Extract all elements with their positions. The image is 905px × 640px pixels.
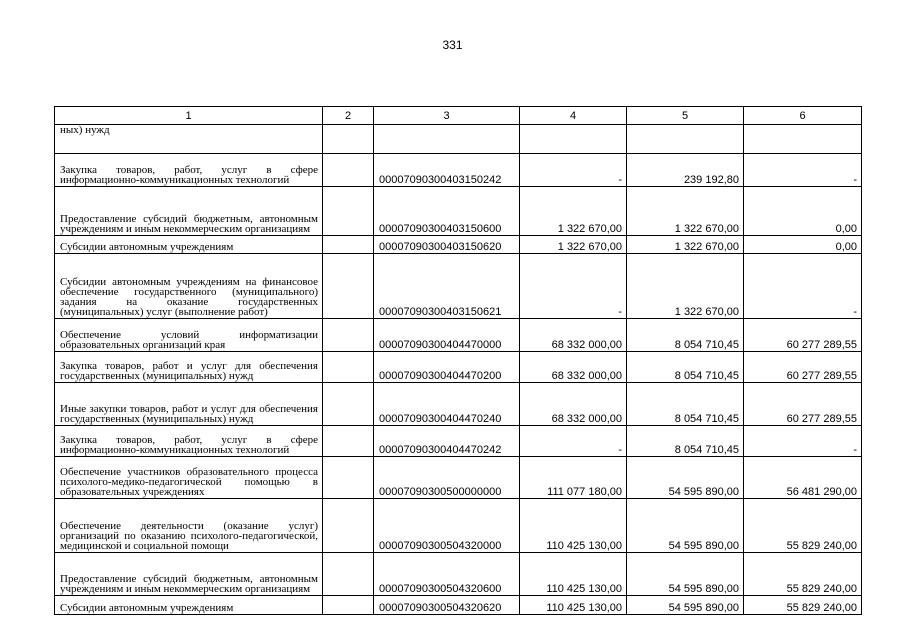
row-col5-cell: 1 322 670,00	[627, 254, 744, 319]
row-code-cell: 00007090300403150600	[374, 187, 520, 236]
row-col5-cell: 54 595 890,00	[627, 499, 744, 553]
row-code-cell: 00007090300404470240	[374, 383, 520, 426]
table-header-row	[55, 107, 862, 125]
row-col4-cell: 68 332 000,00	[520, 352, 627, 383]
row-col6-cell: 0,00	[744, 236, 862, 254]
row-col6-cell: -	[744, 426, 862, 457]
table-row	[55, 125, 862, 154]
row-code-cell: 00007090300403150242	[374, 154, 520, 187]
row-name-cell: Предоставление субсидий бюджетным, автономным учреждениям и иным некоммерческим организациям	[55, 187, 323, 236]
table-row	[55, 319, 862, 352]
table-row	[55, 457, 862, 499]
row-code-cell: 00007090300504320000	[374, 499, 520, 553]
row-col4-cell: 110 425 130,00	[520, 596, 627, 615]
header-cell: 6	[744, 107, 862, 125]
row-name-cell: Субсидии автономным учреждениям на финансовое обеспечение государственного (муниципального) задания на оказание государственных (муниципальных) услуг (выполнение работ)	[55, 254, 323, 319]
table-row	[55, 154, 862, 187]
header-cell: 1	[55, 107, 323, 125]
row-name-cell: Субсидии автономным учреждениям	[55, 236, 323, 254]
table-row	[55, 499, 862, 553]
row-col2-cell	[323, 383, 374, 426]
table-row	[55, 352, 862, 383]
row-name-cell: Закупка товаров, работ, услуг в сфере информационно-коммуникационных технологий	[55, 154, 323, 187]
row-col5-cell: 8 054 710,45	[627, 383, 744, 426]
row-col6-cell: 55 829 240,00	[744, 499, 862, 553]
header-cell: 4	[520, 107, 627, 125]
row-col2-cell	[323, 125, 374, 154]
row-col4-cell: -	[520, 154, 627, 187]
row-code-cell: 00007090300404470200	[374, 352, 520, 383]
row-col6-cell: 56 481 290,00	[744, 457, 862, 499]
row-code-cell: 00007090300500000000	[374, 457, 520, 499]
table-row	[55, 187, 862, 236]
row-name-cell: Обеспечение участников образовательного процесса психолого-медико-педагогической помощью в образовательных учреждениях	[55, 457, 323, 499]
row-col5-cell: 54 595 890,00	[627, 553, 744, 596]
row-col5-cell: 8 054 710,45	[627, 352, 744, 383]
row-col6-cell: 55 829 240,00	[744, 553, 862, 596]
row-col6-cell	[744, 125, 862, 154]
row-col6-cell: 60 277 289,55	[744, 319, 862, 352]
row-col5-cell: 1 322 670,00	[627, 187, 744, 236]
row-col4-cell: 1 322 670,00	[520, 187, 627, 236]
row-col5-cell: 8 054 710,45	[627, 426, 744, 457]
row-col5-cell: 54 595 890,00	[627, 596, 744, 615]
row-col4-cell: 68 332 000,00	[520, 383, 627, 426]
row-col2-cell	[323, 352, 374, 383]
row-col4-cell: 111 077 180,00	[520, 457, 627, 499]
table-row	[55, 383, 862, 426]
header-cell: 3	[374, 107, 520, 125]
row-col4-cell: 68 332 000,00	[520, 319, 627, 352]
row-code-cell: 00007090300504320600	[374, 553, 520, 596]
row-col5-cell	[627, 125, 744, 154]
row-code-cell: 00007090300404470000	[374, 319, 520, 352]
row-col6-cell: 55 829 240,00	[744, 596, 862, 615]
row-name-cell: Субсидии автономным учреждениям	[55, 596, 323, 615]
header-cell: 2	[323, 107, 374, 125]
row-col2-cell	[323, 319, 374, 352]
row-col2-cell	[323, 426, 374, 457]
row-col2-cell	[323, 236, 374, 254]
row-col4-cell: -	[520, 426, 627, 457]
header-cell: 5	[627, 107, 744, 125]
row-col6-cell: 60 277 289,55	[744, 383, 862, 426]
row-code-cell	[374, 125, 520, 154]
row-name-cell: ных) нужд	[55, 125, 323, 154]
row-col5-cell: 8 054 710,45	[627, 319, 744, 352]
budget-table	[54, 106, 862, 615]
row-col6-cell: -	[744, 154, 862, 187]
row-col2-cell	[323, 154, 374, 187]
row-code-cell: 00007090300403150621	[374, 254, 520, 319]
table-row	[55, 426, 862, 457]
row-code-cell: 00007090300504320620	[374, 596, 520, 615]
row-col4-cell	[520, 125, 627, 154]
row-col2-cell	[323, 553, 374, 596]
row-col2-cell	[323, 596, 374, 615]
row-col2-cell	[323, 457, 374, 499]
row-col5-cell: 239 192,80	[627, 154, 744, 187]
table-row	[55, 236, 862, 254]
row-name-cell: Закупка товаров, работ, услуг в сфере информационно-коммуникационных технологий	[55, 426, 323, 457]
row-name-cell: Иные закупки товаров, работ и услуг для обеспечения государственных (муниципальных) нужд	[55, 383, 323, 426]
row-col4-cell: 110 425 130,00	[520, 499, 627, 553]
row-name-cell: Предоставление субсидий бюджетным, автономным учреждениям и иным некоммерческим организациям	[55, 553, 323, 596]
row-col6-cell: 0,00	[744, 187, 862, 236]
row-col6-cell: -	[744, 254, 862, 319]
table-row	[55, 553, 862, 596]
table-row	[55, 254, 862, 319]
row-code-cell: 00007090300403150620	[374, 236, 520, 254]
row-col5-cell: 54 595 890,00	[627, 457, 744, 499]
row-col4-cell: -	[520, 254, 627, 319]
table-row	[55, 596, 862, 615]
row-name-cell: Обеспечение деятельности (оказание услуг) организаций по оказанию психолого-педагогической, медицинской и социальной помощи	[55, 499, 323, 553]
row-col5-cell: 1 322 670,00	[627, 236, 744, 254]
row-col4-cell: 110 425 130,00	[520, 553, 627, 596]
row-col6-cell: 60 277 289,55	[744, 352, 862, 383]
row-name-cell: Обеспечение условий информатизации образовательных организаций края	[55, 319, 323, 352]
row-col2-cell	[323, 499, 374, 553]
row-col4-cell: 1 322 670,00	[520, 236, 627, 254]
row-name-cell: Закупка товаров, работ и услуг для обеспечения государственных (муниципальных) нужд	[55, 352, 323, 383]
row-col2-cell	[323, 254, 374, 319]
row-col2-cell	[323, 187, 374, 236]
page-number: 331	[442, 38, 463, 52]
row-code-cell: 00007090300404470242	[374, 426, 520, 457]
